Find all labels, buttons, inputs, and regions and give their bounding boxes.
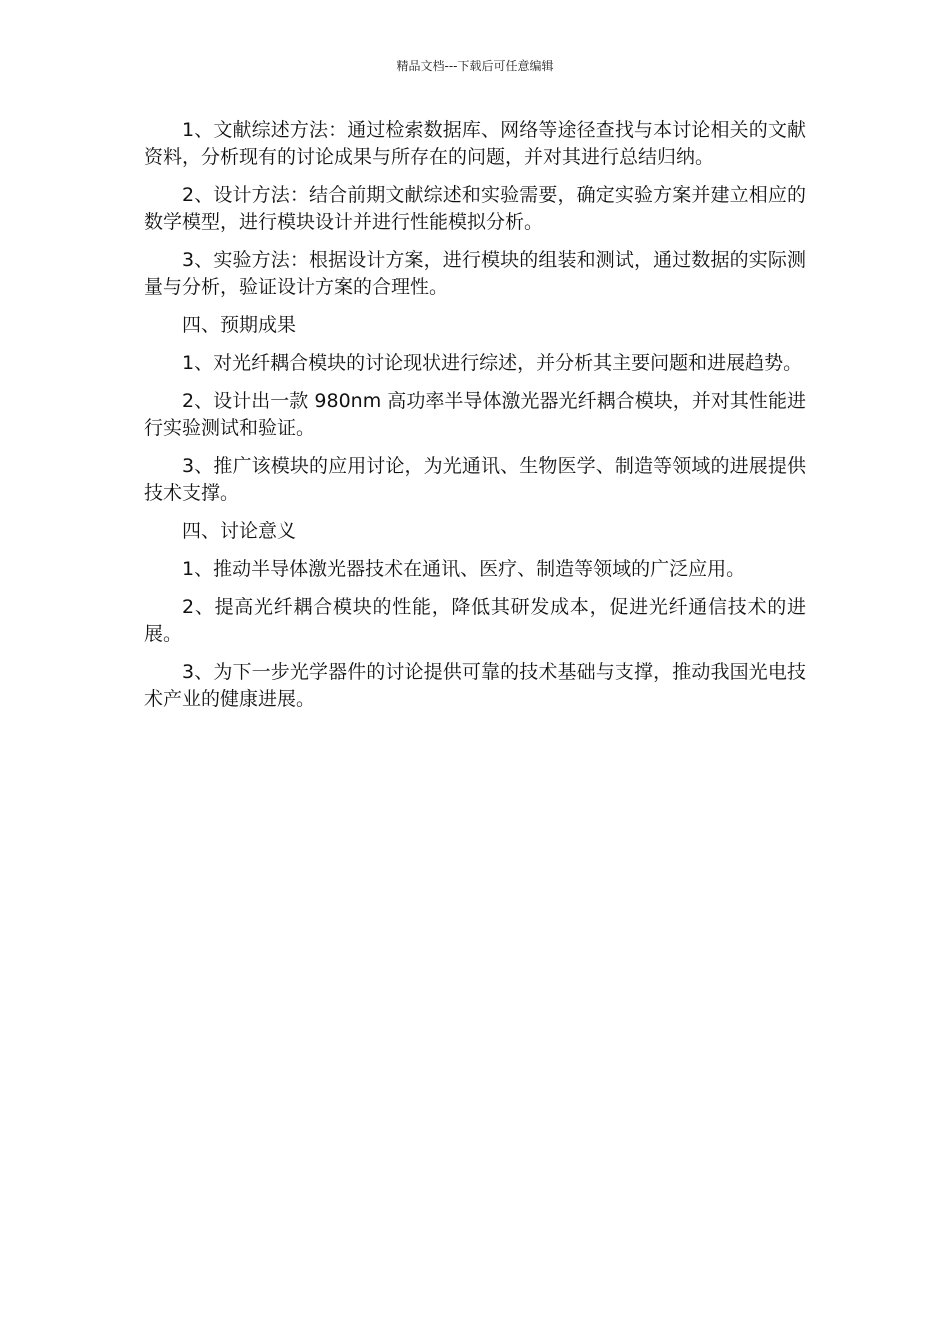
paragraph-significance-1: 1、推动半导体激光器技术在通讯、医疗、制造等领域的广泛应用。: [182, 558, 746, 580]
section-heading-expected-results: 四、预期成果: [182, 314, 297, 336]
document-body: [144, 117, 806, 724]
page-header: 精品文档---下载后可任意编辑: [396, 59, 554, 73]
paragraph-method-design: 2、设计方法：结合前期文献综述和实验需要，确定实验方案并建立相应的数学模型，进行模块设计并进行性能模拟分析。: [144, 184, 806, 233]
paragraph-significance-3: 3、为下一步光学器件的讨论提供可靠的技术基础与支撑，推动我国光电技术产业的健康进展。: [144, 661, 806, 710]
paragraph-result-2: 2、设计出一款 980nm 高功率半导体激光器光纤耦合模块，并对其性能进行实验测试和验证。: [144, 390, 806, 439]
paragraph-method-literature: 1、文献综述方法：通过检索数据库、网络等途径查找与本讨论相关的文献资料，分析现有的讨论成果与所存在的问题，并对其进行总结归纳。: [144, 119, 806, 168]
paragraph-result-1: 1、对光纤耦合模块的讨论现状进行综述，并分析其主要问题和进展趋势。: [182, 352, 803, 374]
paragraph-method-experiment: 3、实验方法：根据设计方案，进行模块的组装和测试，通过数据的实际测量与分析，验证设计方案的合理性。: [144, 249, 806, 298]
section-heading-significance: 四、讨论意义: [182, 520, 297, 542]
paragraph-result-3: 3、推广该模块的应用讨论，为光通讯、生物医学、制造等领域的进展提供技术支撑。: [144, 455, 806, 504]
paragraph-significance-2: 2、提高光纤耦合模块的性能，降低其研发成本，促进光纤通信技术的进展。: [144, 596, 806, 645]
